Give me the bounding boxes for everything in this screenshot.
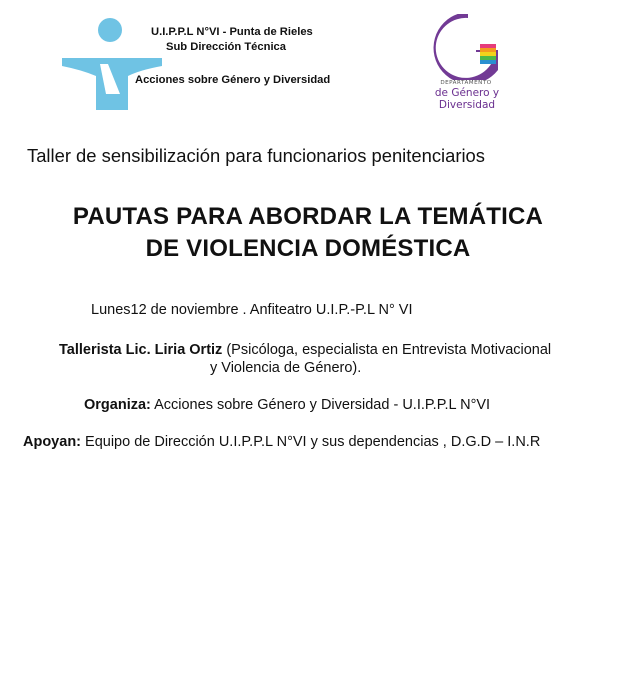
sub-direction: Sub Dirección Técnica xyxy=(166,41,286,53)
program-name: Acciones sobre Género y Diversidad xyxy=(135,74,331,86)
organizer-value: Acciones sobre Género y Diversidad - U.I.P.P.L N°VI xyxy=(150,397,491,413)
event-date-location: Lunes12 de noviembre . Anfiteatro U.I.P.-P.L N° VI xyxy=(91,302,413,318)
supporters-label: Apoyan: xyxy=(23,434,81,450)
tallerista-detail-line1: (Psicóloga, especialista en Entrevista Motivacional xyxy=(222,342,552,358)
organizer-label: Organiza: xyxy=(84,397,151,413)
tallerista-detail-line2: y Violencia de Género). xyxy=(210,360,362,376)
workshop-subtitle: Taller de sensibilización para funcionarios penitenciarios xyxy=(27,145,485,166)
department-name-line2: Diversidad xyxy=(438,99,496,111)
supporters-line xyxy=(23,434,540,450)
gender-diversity-g-icon xyxy=(428,14,508,80)
department-label: DEPARTAMENTO xyxy=(440,80,492,86)
organizer-line xyxy=(84,397,490,413)
person-figure-icon xyxy=(62,14,162,112)
institution-name: U.I.P.P.L N°VI - Punta de Rieles xyxy=(151,26,313,38)
supporters-value: Equipo de Dirección U.I.P.P.L N°VI y sus dependencias , D.G.D – I.N.R xyxy=(81,434,541,450)
department-name-line1: de Género y xyxy=(434,87,500,99)
page-title-line2: DE VIOLENCIA DOMÉSTICA xyxy=(145,235,471,262)
page-title-line1: PAUTAS PARA ABORDAR LA TEMÁTICA xyxy=(72,203,544,230)
tallerista-block xyxy=(59,341,619,377)
tallerista-label: Tallerista Lic. Liria Ortiz xyxy=(59,342,223,358)
